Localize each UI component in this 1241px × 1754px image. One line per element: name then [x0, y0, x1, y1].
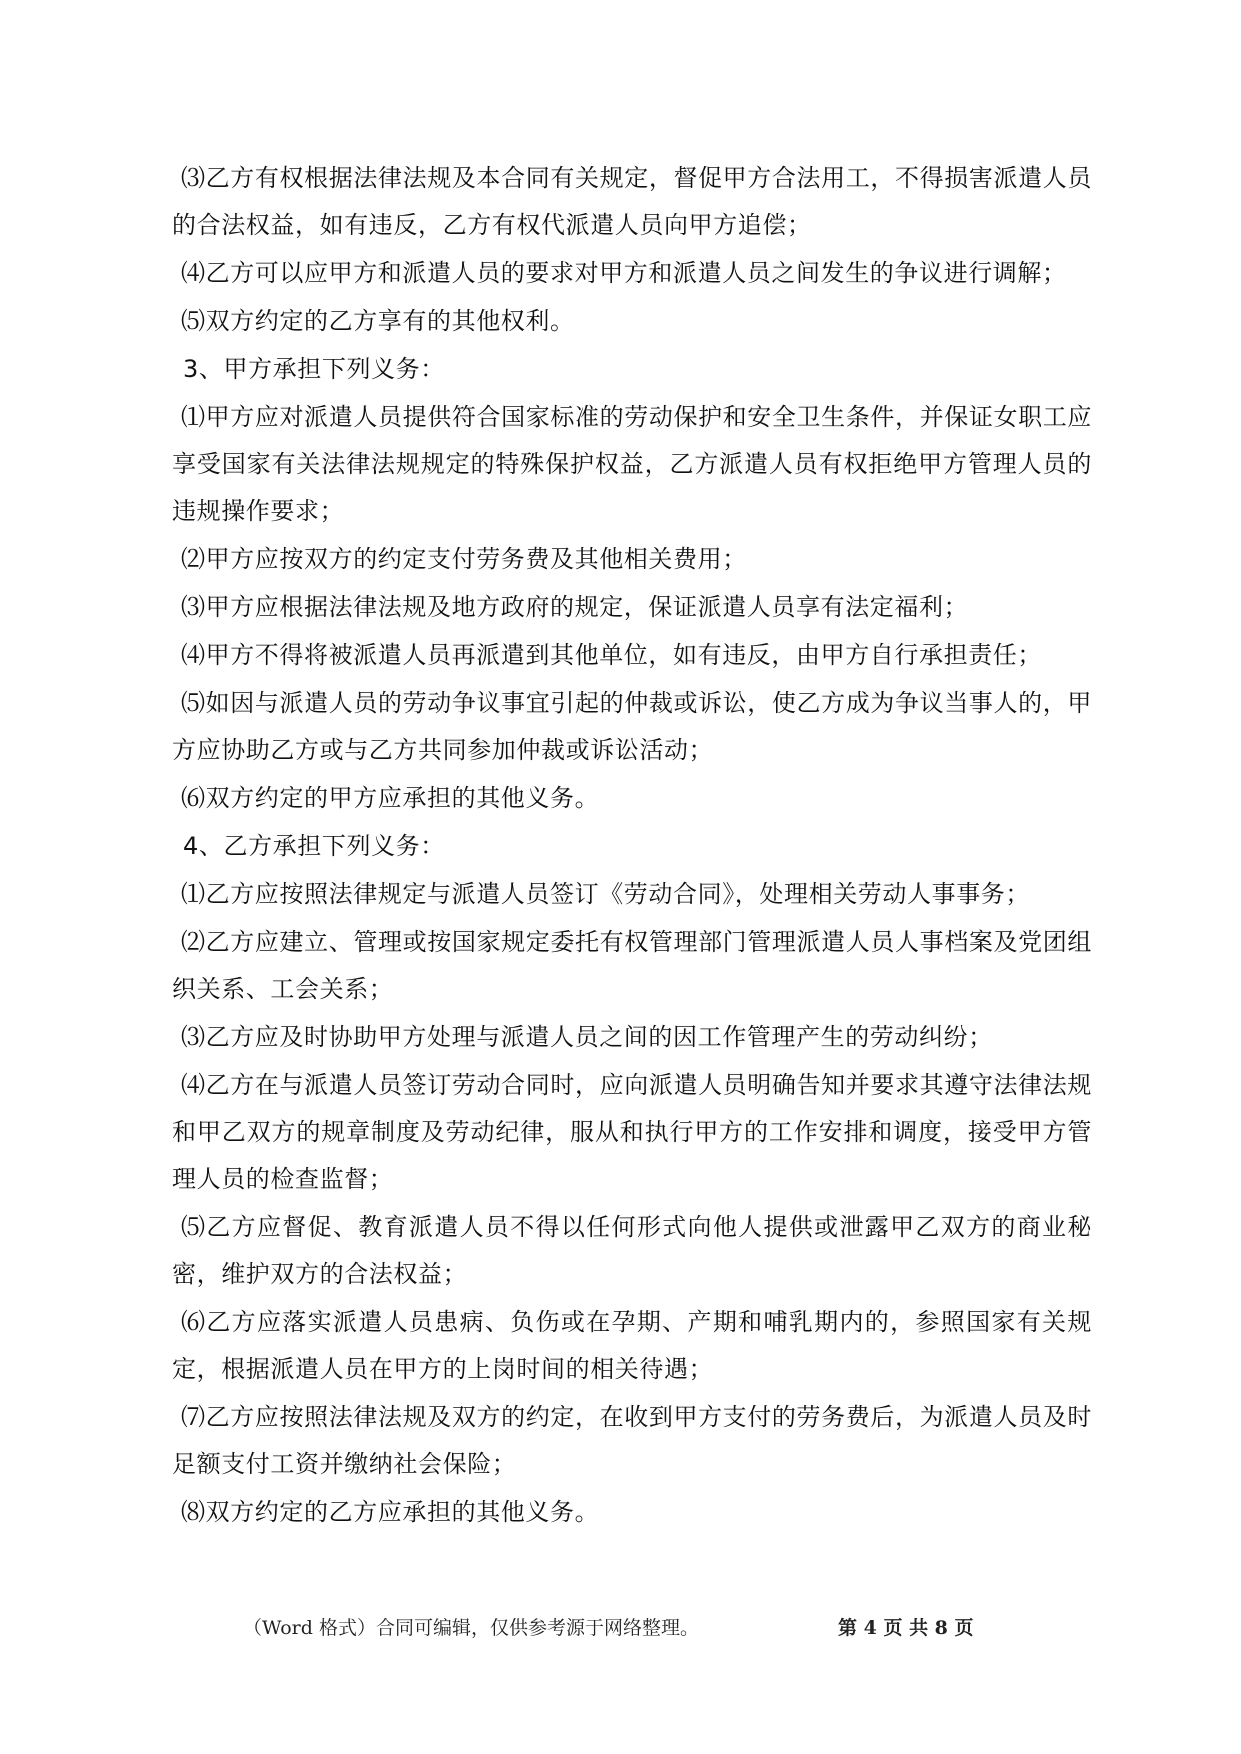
clause-yi-obligation-6: ⑹乙方应落实派遣人员患病、负伤或在孕期、产期和哺乳期内的，参照国家有关规定，根据派遣人员在甲方的上岗时间的相关待遇；: [172, 1308, 1092, 1383]
clause-yi-obligation-8: ⑻双方约定的乙方应承担的其他义务。: [181, 1498, 600, 1526]
clause-jia-obligation-4: ⑷甲方不得将被派遣人员再派遣到其他单位，如有违反，由甲方自行承担责任；: [181, 641, 1042, 669]
clause-yi-rights-4: ⑷乙方可以应甲方和派遣人员的要求对甲方和派遣人员之间发生的争议进行调解；: [181, 259, 1067, 287]
page-number: 第 4 页 共 8 页: [838, 1617, 974, 1639]
clause-jia-obligation-6: ⑹双方约定的甲方应承担的其他义务。: [181, 784, 600, 812]
page-footer: [0, 1613, 1241, 1643]
clause-yi-obligation-2: ⑵乙方应建立、管理或按国家规定委托有权管理部门管理派遣人员人事档案及党团组织关系、工会关系；: [172, 928, 1092, 1003]
clause-jia-obligation-5: ⑸如因与派遣人员的劳动争议事宜引起的仲裁或诉讼，使乙方成为争议当事人的，甲方应协助乙方或与乙方共同参加仲裁或诉讼活动；: [172, 689, 1092, 764]
clause-yi-rights-5: ⑸双方约定的乙方享有的其他权利。: [181, 307, 575, 335]
clause-yi-obligation-1: ⑴乙方应按照法律规定与派遣人员签订《劳动合同》，处理相关劳动人事事务；: [181, 880, 1030, 908]
clause-yi-obligation-4: ⑷乙方在与派遣人员签订劳动合同时，应向派遣人员明确告知并要求其遵守法律法规和甲乙双方的规章制度及劳动纪律，服从和执行甲方的工作安排和调度，接受甲方管理人员的检查监督；: [172, 1071, 1092, 1193]
footer-note: （Word 格式）合同可编辑，仅供参考源于网络整理。: [243, 1617, 699, 1639]
document-body: [172, 155, 1092, 1537]
clause-jia-obligation-1: ⑴甲方应对派遣人员提供符合国家标准的劳动保护和安全卫生条件，并保证女职工应享受国家有关法律法规规定的特殊保护权益，乙方派遣人员有权拒绝甲方管理人员的违规操作要求；: [172, 403, 1092, 525]
clause-yi-obligation-3: ⑶乙方应及时协助甲方处理与派遣人员之间的因工作管理产生的劳动纠纷；: [181, 1023, 993, 1051]
section-heading-yi-obligations: 4、乙方承担下列义务：: [183, 832, 445, 860]
clause-jia-obligation-2: ⑵甲方应按双方的约定支付劳务费及其他相关费用；: [181, 545, 747, 573]
clause-yi-rights-3: ⑶乙方有权根据法律法规及本合同有关规定，督促甲方合法用工，不得损害派遣人员的合法权益，如有违反，乙方有权代派遣人员向甲方追偿；: [172, 164, 1092, 239]
clause-yi-obligation-7: ⑺乙方应按照法律法规及双方的约定，在收到甲方支付的劳务费后，为派遣人员及时足额支付工资并缴纳社会保险；: [172, 1403, 1092, 1478]
section-heading-jia-obligations: 3、甲方承担下列义务：: [183, 355, 445, 383]
clause-yi-obligation-5: ⑸乙方应督促、教育派遣人员不得以任何形式向他人提供或泄露甲乙双方的商业秘密，维护双方的合法权益；: [172, 1213, 1092, 1288]
clause-jia-obligation-3: ⑶甲方应根据法律法规及地方政府的规定，保证派遣人员享有法定福利；: [181, 593, 969, 621]
